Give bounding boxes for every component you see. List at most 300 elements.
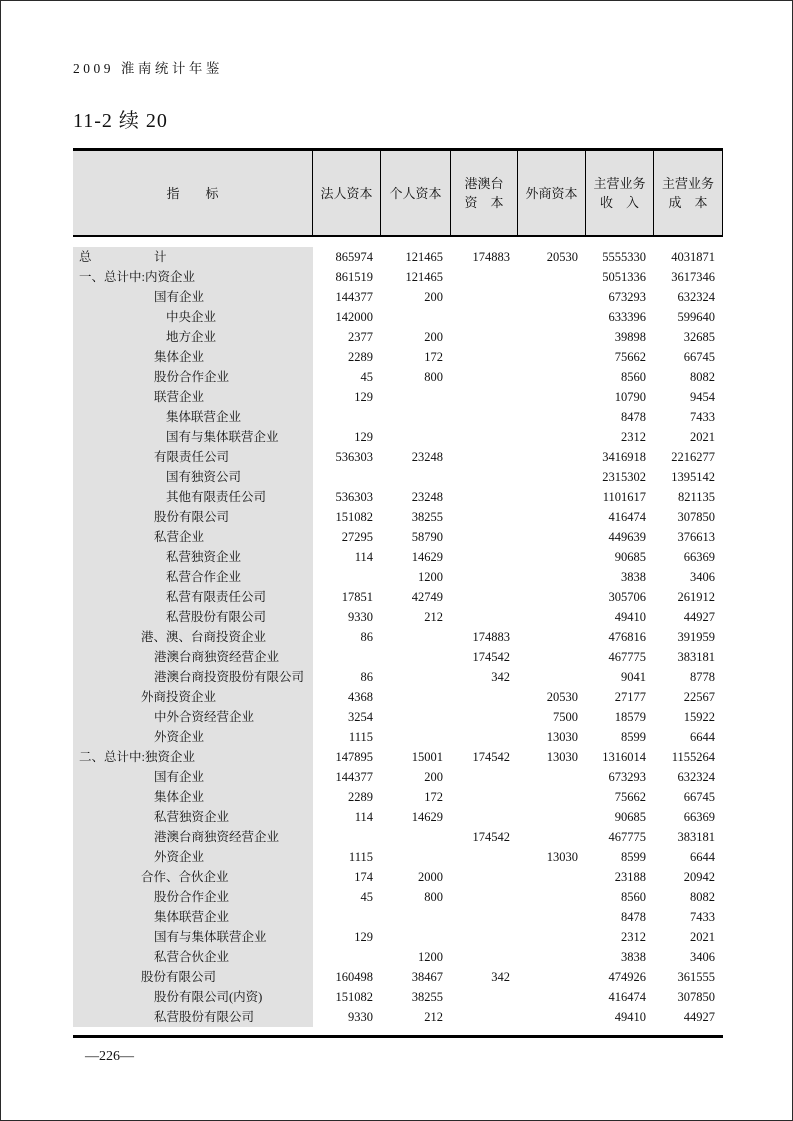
- cell-value: [313, 467, 381, 487]
- cell-value: 861519: [335, 270, 373, 284]
- table-row: [73, 367, 723, 387]
- column-header-line: 收 入: [599, 195, 639, 210]
- cell-value: 6644: [690, 850, 715, 864]
- cell-value: [451, 987, 518, 1007]
- table-row: [73, 287, 723, 307]
- cell-value: 15001: [411, 750, 443, 764]
- cell-value: [451, 287, 518, 307]
- cell-value: [518, 567, 586, 587]
- cell-value: 174883: [472, 250, 510, 264]
- row-label: 私营有限责任公司: [73, 587, 313, 607]
- cell-value: [518, 427, 586, 447]
- table-row: [73, 727, 723, 747]
- column-header-line: 外商资本: [525, 185, 578, 201]
- row-label: 私营独资企业: [73, 547, 313, 567]
- row-label: 其他有限责任公司: [73, 487, 313, 507]
- row-label: 外资企业: [73, 847, 313, 867]
- table-row: [73, 1007, 723, 1027]
- cell-value: [518, 767, 586, 787]
- cell-value: [518, 547, 586, 567]
- cell-value: 75662: [614, 350, 646, 364]
- cell-value: 2021: [690, 430, 715, 444]
- table-row: [73, 887, 723, 907]
- cell-value: 1395142: [671, 470, 715, 484]
- row-label: 股份合作企业: [73, 887, 313, 907]
- cell-value: 38467: [411, 970, 443, 984]
- cell-value: [451, 607, 518, 627]
- cell-value: 305706: [608, 590, 646, 604]
- cell-value: [381, 927, 451, 947]
- column-header-line: 资 本: [464, 195, 504, 210]
- table-row: [73, 947, 723, 967]
- cell-value: [518, 827, 586, 847]
- cell-value: 673293: [608, 770, 646, 784]
- column-header-line: 法人资本: [320, 185, 373, 201]
- cell-value: 147895: [335, 750, 373, 764]
- cell-value: [313, 567, 381, 587]
- table-row: [73, 767, 723, 787]
- table-row: [73, 647, 723, 667]
- cell-value: 383181: [677, 830, 715, 844]
- cell-value: [451, 387, 518, 407]
- row-label: 集体联营企业: [73, 407, 313, 427]
- cell-value: 1101617: [602, 490, 646, 504]
- cell-value: 7433: [690, 410, 715, 424]
- cell-value: 42749: [411, 590, 443, 604]
- table-row: [73, 987, 723, 1007]
- column-header: [313, 151, 381, 235]
- cell-value: [518, 267, 586, 287]
- cell-value: [381, 667, 451, 687]
- row-label: 集体企业: [73, 347, 313, 367]
- cell-value: 2021: [690, 930, 715, 944]
- column-header: [586, 151, 654, 235]
- table-row: [73, 707, 723, 727]
- column-header: [518, 151, 586, 235]
- cell-value: [451, 347, 518, 367]
- cell-value: 200: [424, 770, 443, 784]
- cell-value: [381, 627, 451, 647]
- cell-value: 174883: [472, 630, 510, 644]
- cell-value: 27177: [614, 690, 646, 704]
- cell-value: [518, 627, 586, 647]
- cell-value: 174542: [472, 650, 510, 664]
- cell-value: 2289: [348, 350, 373, 364]
- row-label: 股份有限公司(内资): [73, 987, 313, 1007]
- table-row: [73, 587, 723, 607]
- row-label: 港澳台商独资经营企业: [73, 647, 313, 667]
- table-title: 11-2 续 20: [73, 110, 168, 132]
- cell-value: [518, 947, 586, 967]
- cell-value: 38255: [411, 990, 443, 1004]
- cell-value: [451, 867, 518, 887]
- cell-value: [451, 847, 518, 867]
- table-row: [73, 547, 723, 567]
- cell-value: [381, 647, 451, 667]
- row-label: 私营合伙企业: [73, 947, 313, 967]
- cell-value: [451, 507, 518, 527]
- cell-value: 8560: [621, 890, 646, 904]
- row-label: 外资企业: [73, 727, 313, 747]
- cell-value: [451, 447, 518, 467]
- cell-value: 49410: [614, 610, 646, 624]
- cell-value: [451, 767, 518, 787]
- cell-value: 151082: [335, 510, 373, 524]
- cell-value: 2315302: [602, 470, 646, 484]
- cell-value: 2289: [348, 790, 373, 804]
- cell-value: 3416918: [602, 450, 646, 464]
- cell-value: 66369: [683, 550, 715, 564]
- table-row: [73, 527, 723, 547]
- cell-value: 200: [424, 290, 443, 304]
- cell-value: 121465: [405, 250, 443, 264]
- row-label: 中央企业: [73, 307, 313, 327]
- cell-value: 800: [424, 890, 443, 904]
- cell-value: 58790: [411, 530, 443, 544]
- row-label: 港澳台商投资股份有限公司: [73, 667, 313, 687]
- cell-value: 865974: [335, 250, 373, 264]
- cell-value: 474926: [608, 970, 646, 984]
- cell-value: 121465: [405, 270, 443, 284]
- cell-value: [451, 1007, 518, 1027]
- cell-value: [451, 727, 518, 747]
- row-label: 集体联营企业: [73, 907, 313, 927]
- table-row: [73, 327, 723, 347]
- cell-value: [518, 587, 586, 607]
- cell-value: 20530: [546, 250, 578, 264]
- cell-value: 49410: [614, 1010, 646, 1024]
- cell-value: [313, 407, 381, 427]
- cell-value: 9330: [348, 1010, 373, 1024]
- column-header-line: 主营业务: [661, 176, 714, 191]
- column-header: [451, 151, 518, 235]
- cell-value: [451, 327, 518, 347]
- cell-value: 22567: [683, 690, 715, 704]
- cell-value: 8478: [621, 910, 646, 924]
- row-label: 一、总计中:内资企业: [73, 267, 313, 287]
- cell-value: [451, 787, 518, 807]
- cell-value: 599640: [677, 310, 715, 324]
- cell-value: 14629: [411, 810, 443, 824]
- cell-value: 174: [354, 870, 373, 884]
- cell-value: 383181: [677, 650, 715, 664]
- cell-value: 212: [424, 1010, 443, 1024]
- cell-value: 536303: [335, 450, 373, 464]
- cell-value: 1115: [348, 850, 373, 864]
- cell-value: 4031871: [671, 250, 715, 264]
- table-row: [73, 747, 723, 767]
- cell-value: [518, 367, 586, 387]
- cell-value: [451, 567, 518, 587]
- cell-value: 633396: [608, 310, 646, 324]
- cell-value: [313, 827, 381, 847]
- table-row: [73, 267, 723, 287]
- cell-value: [451, 307, 518, 327]
- cell-value: 467775: [608, 830, 646, 844]
- table-row: [73, 787, 723, 807]
- cell-value: 172: [424, 790, 443, 804]
- row-label: 股份合作企业: [73, 367, 313, 387]
- row-label: 私营独资企业: [73, 807, 313, 827]
- cell-value: [518, 327, 586, 347]
- yearbook-title: 2009 淮南统计年鉴: [73, 61, 223, 76]
- cell-value: [313, 907, 381, 927]
- cell-value: 8478: [621, 410, 646, 424]
- cell-value: 261912: [677, 590, 715, 604]
- cell-value: 13030: [546, 750, 578, 764]
- cell-value: [451, 927, 518, 947]
- column-header: [381, 151, 451, 235]
- cell-value: [451, 947, 518, 967]
- cell-value: [451, 487, 518, 507]
- cell-value: 361555: [677, 970, 715, 984]
- cell-value: [381, 707, 451, 727]
- cell-value: 3406: [690, 950, 715, 964]
- table-row: [73, 487, 723, 507]
- cell-value: 38255: [411, 510, 443, 524]
- cell-value: 2312: [621, 430, 646, 444]
- cell-value: 1115: [348, 730, 373, 744]
- table-body: [73, 237, 723, 1035]
- cell-value: 2216277: [671, 450, 715, 464]
- cell-value: 3254: [348, 710, 373, 724]
- cell-value: 13030: [546, 730, 578, 744]
- cell-value: [518, 987, 586, 1007]
- cell-value: 7433: [690, 910, 715, 924]
- cell-value: [313, 647, 381, 667]
- cell-value: [518, 527, 586, 547]
- cell-value: 14629: [411, 550, 443, 564]
- column-header-line: 港澳台: [464, 176, 504, 191]
- table-row: [73, 687, 723, 707]
- cell-value: 144377: [335, 290, 373, 304]
- cell-value: 342: [491, 670, 510, 684]
- cell-value: 114: [354, 810, 373, 824]
- cell-value: 66745: [683, 350, 715, 364]
- cell-value: [518, 287, 586, 307]
- cell-value: [381, 387, 451, 407]
- cell-value: [451, 427, 518, 447]
- cell-value: 142000: [335, 310, 373, 324]
- table-row: [73, 667, 723, 687]
- row-label: 总 计: [73, 247, 313, 267]
- row-label: 国有与集体联营企业: [73, 427, 313, 447]
- cell-value: 1316014: [602, 750, 646, 764]
- row-label: 港澳台商独资经营企业: [73, 827, 313, 847]
- row-label: 集体企业: [73, 787, 313, 807]
- cell-value: 17851: [341, 590, 373, 604]
- cell-value: [381, 727, 451, 747]
- cell-value: 212: [424, 610, 443, 624]
- cell-value: [518, 407, 586, 427]
- cell-value: 45: [360, 890, 373, 904]
- row-label: 国有与集体联营企业: [73, 927, 313, 947]
- cell-value: 3406: [690, 570, 715, 584]
- row-label: 有限责任公司: [73, 447, 313, 467]
- row-label: 国有企业: [73, 767, 313, 787]
- table-row: [73, 467, 723, 487]
- cell-value: 6644: [690, 730, 715, 744]
- cell-value: [451, 467, 518, 487]
- cell-value: 23188: [614, 870, 646, 884]
- cell-value: 632324: [677, 770, 715, 784]
- cell-value: 307850: [677, 990, 715, 1004]
- cell-value: 1200: [418, 950, 443, 964]
- row-label: 联营企业: [73, 387, 313, 407]
- cell-value: [518, 307, 586, 327]
- table-row: [73, 607, 723, 627]
- cell-value: [451, 907, 518, 927]
- cell-value: [518, 507, 586, 527]
- cell-value: 151082: [335, 990, 373, 1004]
- row-label: 外商投资企业: [73, 687, 313, 707]
- row-label: 私营股份有限公司: [73, 607, 313, 627]
- cell-value: 9041: [621, 670, 646, 684]
- cell-value: [451, 407, 518, 427]
- cell-value: 39898: [614, 330, 646, 344]
- cell-value: 86: [360, 670, 373, 684]
- cell-value: 8778: [690, 670, 715, 684]
- cell-value: 3838: [621, 950, 646, 964]
- cell-value: 27295: [341, 530, 373, 544]
- cell-value: 8082: [690, 890, 715, 904]
- cell-value: 4368: [348, 690, 373, 704]
- column-header: [654, 151, 723, 235]
- row-label: 国有企业: [73, 287, 313, 307]
- cell-value: 129: [354, 390, 373, 404]
- page-number: —226—: [85, 1049, 134, 1064]
- cell-value: [381, 907, 451, 927]
- cell-value: 144377: [335, 770, 373, 784]
- table-row: [73, 807, 723, 827]
- row-label: 地方企业: [73, 327, 313, 347]
- cell-value: 8560: [621, 370, 646, 384]
- table-row: [73, 567, 723, 587]
- table-row: [73, 387, 723, 407]
- cell-value: [518, 967, 586, 987]
- cell-value: [381, 467, 451, 487]
- cell-value: 342: [491, 970, 510, 984]
- cell-value: [518, 487, 586, 507]
- table-row: [73, 627, 723, 647]
- cell-value: [381, 847, 451, 867]
- cell-value: [451, 707, 518, 727]
- cell-value: 376613: [677, 530, 715, 544]
- table-row: [73, 847, 723, 867]
- table-row: [73, 447, 723, 467]
- cell-value: 86: [360, 630, 373, 644]
- row-label: 股份有限公司: [73, 967, 313, 987]
- cell-value: 20942: [683, 870, 715, 884]
- cell-value: [451, 887, 518, 907]
- cell-value: 172: [424, 350, 443, 364]
- cell-value: 632324: [677, 290, 715, 304]
- table-row: [73, 507, 723, 527]
- cell-value: 307850: [677, 510, 715, 524]
- cell-value: 44927: [683, 1010, 715, 1024]
- cell-value: [451, 367, 518, 387]
- cell-value: 2312: [621, 930, 646, 944]
- cell-value: 2377: [348, 330, 373, 344]
- cell-value: [381, 687, 451, 707]
- cell-value: 476816: [608, 630, 646, 644]
- row-label: 私营股份有限公司: [73, 1007, 313, 1027]
- cell-value: [381, 307, 451, 327]
- column-header-line: 成 本: [668, 195, 708, 210]
- cell-value: [518, 867, 586, 887]
- cell-value: 2000: [418, 870, 443, 884]
- table-row: [73, 347, 723, 367]
- row-label: 国有独资公司: [73, 467, 313, 487]
- cell-value: 673293: [608, 290, 646, 304]
- cell-value: 467775: [608, 650, 646, 664]
- cell-value: [381, 407, 451, 427]
- cell-value: 391959: [677, 630, 715, 644]
- cell-value: [381, 827, 451, 847]
- row-label: 股份有限公司: [73, 507, 313, 527]
- cell-value: [451, 527, 518, 547]
- cell-value: 3838: [621, 570, 646, 584]
- cell-value: 5051336: [602, 270, 646, 284]
- cell-value: 8082: [690, 370, 715, 384]
- cell-value: [518, 807, 586, 827]
- cell-value: [518, 387, 586, 407]
- cell-value: 8599: [621, 850, 646, 864]
- cell-value: 114: [354, 550, 373, 564]
- table-header-row: [73, 151, 723, 237]
- cell-value: 18579: [614, 710, 646, 724]
- cell-value: 416474: [608, 990, 646, 1004]
- cell-value: 200: [424, 330, 443, 344]
- cell-value: 1155264: [671, 750, 715, 764]
- cell-value: [381, 427, 451, 447]
- cell-value: 23248: [411, 450, 443, 464]
- cell-value: 129: [354, 430, 373, 444]
- cell-value: 44927: [683, 610, 715, 624]
- row-label: 二、总计中:独资企业: [73, 747, 313, 767]
- column-header-line: 指 标: [166, 185, 219, 201]
- table-row: [73, 827, 723, 847]
- cell-value: 66369: [683, 810, 715, 824]
- cell-value: 8599: [621, 730, 646, 744]
- cell-value: 1200: [418, 570, 443, 584]
- cell-value: 32685: [683, 330, 715, 344]
- cell-value: [518, 907, 586, 927]
- statistics-table: [73, 148, 723, 1038]
- cell-value: 9454: [690, 390, 715, 404]
- table-row: [73, 867, 723, 887]
- cell-value: [451, 547, 518, 567]
- column-header: [73, 151, 313, 235]
- table-row: [73, 247, 723, 267]
- cell-value: [518, 1007, 586, 1027]
- row-label: 合作、合伙企业: [73, 867, 313, 887]
- cell-value: 90685: [614, 550, 646, 564]
- cell-value: [518, 347, 586, 367]
- cell-value: 20530: [546, 690, 578, 704]
- column-header-line: 个人资本: [389, 185, 442, 201]
- cell-value: [518, 447, 586, 467]
- table-row: [73, 927, 723, 947]
- cell-value: 10790: [614, 390, 646, 404]
- row-label: 私营合作企业: [73, 567, 313, 587]
- cell-value: [518, 607, 586, 627]
- cell-value: 90685: [614, 810, 646, 824]
- cell-value: [518, 787, 586, 807]
- cell-value: 75662: [614, 790, 646, 804]
- cell-value: [518, 667, 586, 687]
- cell-value: 449639: [608, 530, 646, 544]
